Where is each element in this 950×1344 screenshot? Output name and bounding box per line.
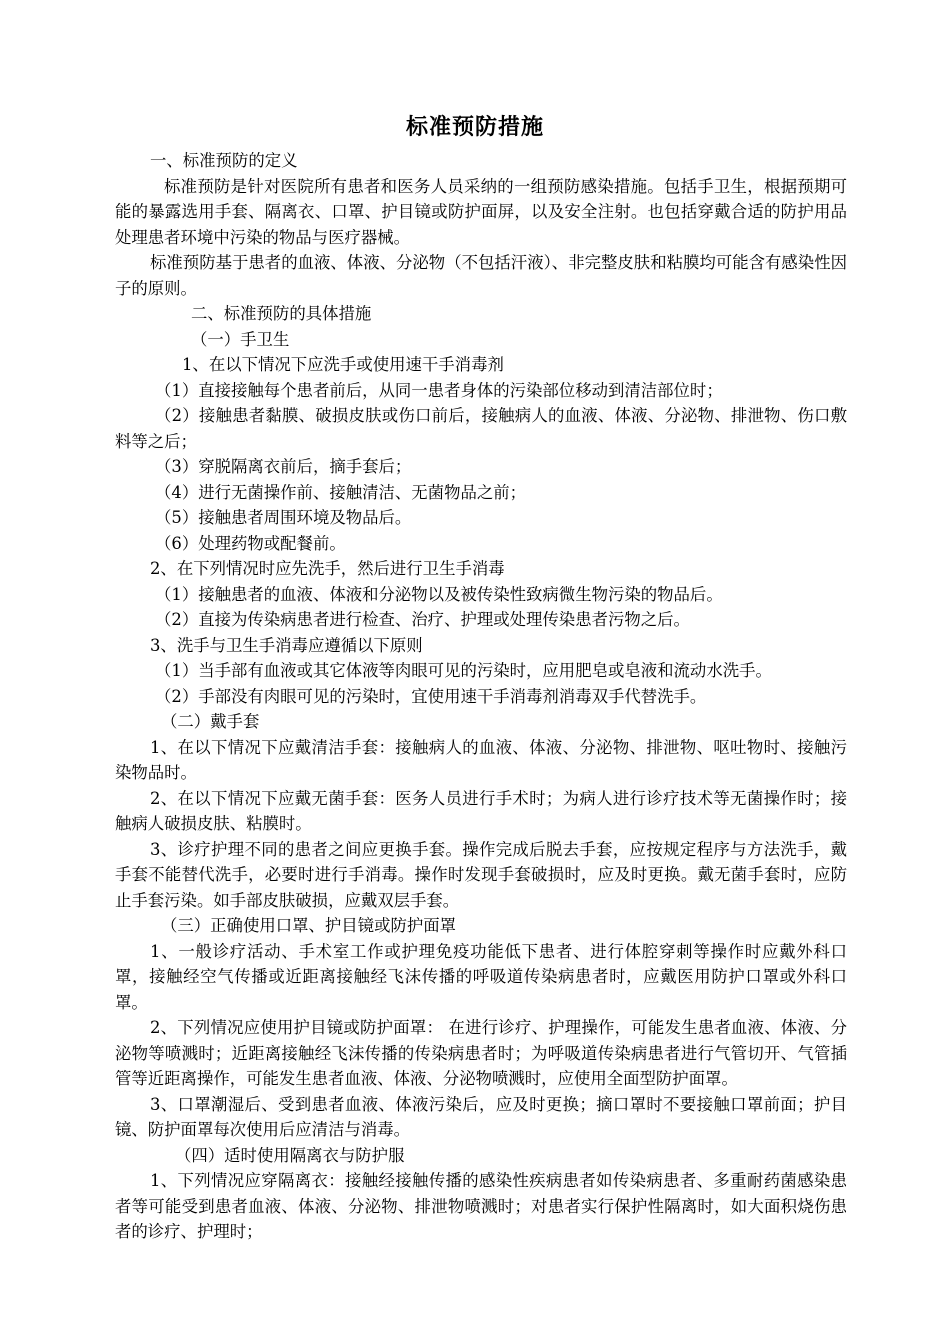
paragraph: （2）手部没有肉眼可见的污染时，宜使用速干手消毒剂消毒双手代替洗手。 [155, 686, 707, 706]
paragraph: （三）正确使用口罩、护目镜或防护面罩 [161, 916, 457, 935]
paragraph: （4）进行无菌操作前、接触清洁、无菌物品之前； [155, 482, 527, 502]
document-body [115, 148, 847, 1245]
paragraph: 3、口罩潮湿后、受到患者血液、体液污染后，应及时更换；摘口罩时不要接触口罩前面；护目镜、防护面罩每次使用后应清洁与消毒。 [115, 1094, 847, 1139]
paragraph: （2）接触患者黏膜、破损皮肤或伤口前后，接触病人的血液、体液、分泌物、排泄物、伤口敷料等之后； [115, 406, 847, 451]
paragraph: （5）接触患者周围环境及物品后。 [155, 508, 412, 527]
paragraph: （一）手卫生 [191, 329, 290, 349]
paragraph: 标准预防是针对医院所有患者和医务人员采纳的一组预防感染措施。包括手卫生，根据预期可能的暴露选用手套、隔离衣、口罩、护目镜或防护面屏，以及安全注射。也包括穿戴合适的防护用品处理患者环境中污染的物品与医疗器械。 [115, 176, 847, 247]
paragraph: 3、洗手与卫生手消毒应遵循以下原则 [150, 635, 423, 655]
paragraph: （3）穿脱隔离衣前后，摘手套后； [155, 457, 412, 476]
paragraph: （2）直接为传染病患者进行检查、治疗、护理或处理传染患者污物之后。 [155, 610, 690, 629]
paragraph: 标准预防基于患者的血液、体液、分泌物（不包括汗液）、非完整皮肤和粘膜均可能含有感染性因子的原则。 [115, 253, 847, 298]
paragraph: 1、在以下情况下应洗手或使用速干手消毒剂 [182, 355, 504, 374]
paragraph: 1、下列情况应穿隔离衣：接触经接触传播的感染性疾病患者如传染病患者、多重耐药菌感染患者等可能受到患者血液、体液、分泌物、排泄物喷溅时；对患者实行保护性隔离时，如大面积烧伤患者的诊疗、护理时； [115, 1171, 847, 1241]
paragraph: （1）接触患者的血液、体液和分泌物以及被传染性致病微生物污染的物品后。 [155, 584, 723, 604]
paragraph: 一、标准预防的定义 [150, 151, 298, 170]
paragraph: 2、在以下情况下应戴无菌手套：医务人员进行手术时；为病人进行诊疗技术等无菌操作时；接触病人破损皮肤、粘膜时。 [115, 788, 847, 833]
paragraph: （1）当手部有血液或其它体液等肉眼可见的污染时，应用肥皂或皂液和流动水洗手。 [155, 661, 772, 680]
paragraph: （二）戴手套 [161, 712, 260, 731]
paragraph: 1、一般诊疗活动、手术室工作或护理免疫功能低下患者、进行体腔穿刺等操作时应戴外科口罩，接触经空气传播或近距离接触经飞沫传播的呼吸道传染病患者时，应戴医用防护口罩或外科口罩。 [115, 941, 847, 1012]
document-title: 标准预防措施 [405, 114, 544, 140]
paragraph: 1、在以下情况下应戴清洁手套：接触病人的血液、体液、分泌物、排泄物、呕吐物时、接触污染物品时。 [115, 737, 847, 782]
paragraph: （6）处理药物或配餐前。 [155, 533, 346, 553]
paragraph: 2、在下列情况时应先洗手，然后进行卫生手消毒 [150, 559, 505, 578]
paragraph: （四）适时使用隔离衣与防护服 [175, 1145, 405, 1165]
paragraph: 二、标准预防的具体措施 [191, 304, 372, 323]
paragraph: 3、诊疗护理不同的患者之间应更换手套。操作完成后脱去手套，应按规定程序与方法洗手，戴手套不能替代洗手，必要时进行手消毒。操作时发现手套破损时，应及时更换。戴无菌手套时，应防止手套污染。如手部皮肤破损，应戴双层手套。 [115, 839, 847, 910]
paragraph: （1）直接接触每个患者前后，从同一患者身体的污染部位移动到清洁部位时； [155, 380, 723, 400]
paragraph: 2、下列情况应使用护目镜或防护面罩： 在进行诊疗、护理操作，可能发生患者血液、体液、分泌物等喷溅时；近距离接触经飞沫传播的传染病患者时；为呼吸道传染病患者进行气管切开、气管插管等近距离操作，可能发生患者血液、体液、分泌物喷溅时，应使用全面型防护面罩。 [115, 1018, 847, 1088]
